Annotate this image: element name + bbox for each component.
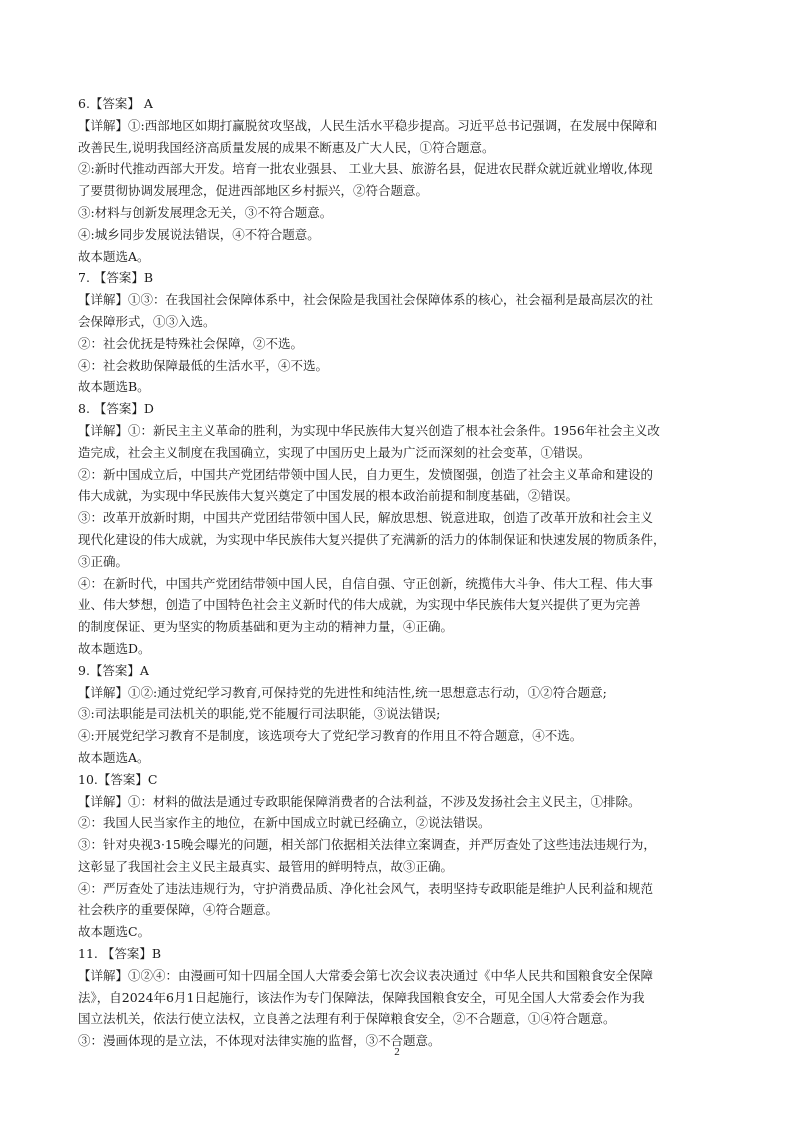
- text-line: 8. 【答案】D: [78, 401, 154, 417]
- text-line: 法》，自2024年6月1日起施行，该法作为专门保障法，保障我国粮食安全，可见全国人大常委会作为我: [78, 989, 645, 1005]
- text-line: 【详解】①：材料的做法是通过专政职能保障消费者的合法利益，不涉及发扬社会主义民主，①排除。: [78, 793, 641, 809]
- text-line: 10.【答案】C: [78, 771, 158, 787]
- text-line: 故本题选A。: [78, 749, 150, 765]
- text-line: 7. 【答案】B: [78, 270, 154, 286]
- text-line: 会保障形式，①③入选。: [78, 313, 216, 329]
- text-line: ④：社会救助保障最低的生活水平，④不选。: [78, 357, 329, 373]
- text-line: 了要贯彻协调发展理念，促进西部地区乡村振兴，②符合题意。: [78, 183, 429, 199]
- text-line: 【详解】①：新民主主义革命的胜利，为实现中华民族伟大复兴创造了根本社会条件。1956年社会主义改: [78, 422, 660, 438]
- text-line: 业、伟大梦想，创造了中国特色社会主义新时代的伟大成就，为实现中华民族伟大复兴提供了更为完善: [78, 597, 641, 613]
- answer-explanations: [78, 93, 726, 1052]
- text-line: ④：严厉查处了违法违规行为，守护消费品质、净化社会风气，表明坚持专政职能是维护人民利益和规范: [78, 880, 654, 896]
- text-line: 【详解】①②:通过党纪学习教育,可保持党的先进性和纯洁性,统一思想意志行动，①②符合题意;: [78, 684, 607, 700]
- text-line: ④：在新时代，中国共产党团结带领中国人民，自信自强、守正创新，统揽伟大斗争、伟大工程、伟大事: [78, 575, 654, 591]
- text-line: ②:新时代推动西部大开发。培育一批农业强县、 工业大县、旅游名县，促进农民群众就近就业增收,体现: [78, 161, 653, 177]
- text-line: 【详解】①:西部地区如期打赢脱贫攻坚战，人民生活水平稳步提高。习近平总书记强调，在发展中保障和: [78, 117, 658, 133]
- text-line: 11. 【答案】B: [78, 946, 162, 962]
- text-line: ③：漫画体现的是立法，不体现对法律实施的监督，③不合题意。: [78, 1033, 441, 1049]
- text-line: 故本题选B。: [78, 379, 150, 395]
- text-line: 故本题选D。: [78, 640, 151, 656]
- text-line: ②：新中国成立后，中国共产党团结带领中国人民，自力更生，发愤图强，创造了社会主义革命和建设的: [78, 466, 654, 482]
- text-line: 伟大成就，为实现中华民族伟大复兴奠定了中国发展的根本政治前提和制度基础，②错误。: [78, 488, 579, 504]
- text-line: 6.【答案】 A: [78, 96, 153, 111]
- text-line: ④:开展党纪学习教育不是制度，该选项夸大了党纪学习教育的作用且不符合题意，④不选。: [78, 728, 583, 744]
- text-line: ③:材料与创新发展理念无关，③不符合题意。: [78, 204, 333, 220]
- text-line: ③正确。: [78, 553, 129, 569]
- text-line: ②：社会优抚是特殊社会保障，②不选。: [78, 335, 304, 351]
- text-line: 的制度保证、更为坚实的物质基础和更为主动的精神力量，④正确。: [78, 619, 454, 635]
- text-line: 现代化建设的伟大成就，为实现中华民族伟大复兴提供了充满新的活力的体制保证和快速发展的物质条件，: [78, 531, 666, 547]
- text-line: 故本题选C。: [78, 924, 151, 940]
- text-line: 造完成，社会主义制度在我国确立，实现了中国历史上最为广泛而深刻的社会变革，①错误。: [78, 444, 591, 460]
- text-line: ③：改革开放新时期，中国共产党团结带领中国人民，解放思想、锐意进取，创造了改革开放和社会主义: [78, 510, 654, 526]
- text-line: 【详解】①③：在我国社会保障体系中，社会保险是我国社会保障体系的核心，社会福利是最高层次的社: [78, 292, 654, 308]
- text-line: 【详解】①②④：由漫画可知十四届全国人大常委会第七次会议表决通过《中华人民共和国粮食安全保障: [78, 967, 654, 983]
- text-line: 这彰显了我国社会主义民主最真实、最管用的鲜明特点，故③正确。: [78, 858, 454, 874]
- text-line: ③：针对央视3·15晚会曝光的问题，相关部门依据相关法律立案调查，并严厉查处了这些违法违规行为，: [78, 837, 656, 853]
- text-line: 社会秩序的重要保障，④符合题意。: [78, 902, 279, 918]
- text-line: ③:司法职能是司法机关的职能,党不能履行司法职能，③说法错误;: [78, 706, 441, 722]
- text-line: 9.【答案】A: [78, 662, 149, 678]
- text-line: 故本题选A。: [78, 248, 150, 264]
- text-line: 改善民生,说明我国经济高质量发展的成果不断惠及广大人民，①符合题意。: [78, 139, 495, 155]
- text-line: ②：我国人民当家作主的地位，在新中国成立时就已经确立，②说法错误。: [78, 815, 491, 831]
- text-line: 国立法机关，依法行使立法权，立良善之法理有利于保障粮食安全，②不合题意，①④符合题意。: [78, 1011, 616, 1027]
- page-number: 2: [394, 1046, 400, 1058]
- text-line: ④:城乡同步发展说法错误，④不符合题意。: [78, 226, 320, 242]
